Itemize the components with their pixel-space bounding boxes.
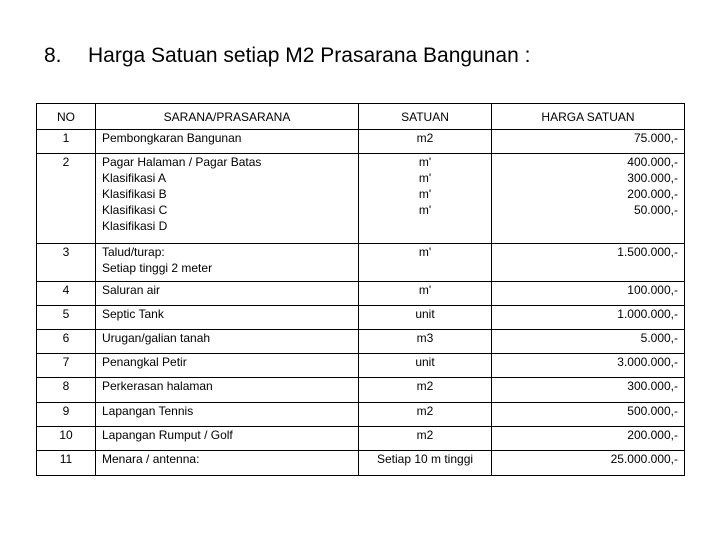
table-header-row [37, 104, 685, 130]
cell-harga [492, 378, 685, 402]
cell-no: 3 [37, 243, 96, 281]
cell-harga [492, 306, 685, 330]
table-row [37, 154, 685, 244]
table-row [37, 306, 685, 330]
cell-harga-line: 200.000,- [627, 427, 678, 442]
cell-harga-line: 1.000.000,- [617, 307, 678, 322]
cell-satuan [359, 243, 492, 281]
cell-harga-line: 1.500.000,- [617, 244, 678, 259]
table-body [37, 130, 685, 476]
cell-satuan [359, 354, 492, 378]
header-sarana: SARANA/PRASARANA [96, 104, 359, 130]
cell-no: 1 [37, 130, 96, 154]
table-row [37, 378, 685, 402]
cell-satuan [359, 130, 492, 154]
cell-harga-line: 400.000,- [627, 155, 678, 170]
cell-satuan [359, 282, 492, 306]
cell-no: 11 [37, 450, 96, 475]
cell-harga [492, 402, 685, 426]
cell-harga-line: 75.000,- [633, 131, 678, 145]
cell-sarana-line: Lapangan Rumput / Golf [102, 427, 233, 442]
cell-satuan-line: m' [418, 283, 432, 298]
cell-satuan-line: m2 [416, 427, 434, 442]
cell-satuan-line: unit [415, 355, 435, 370]
cell-sarana [96, 354, 359, 378]
cell-satuan-line: m' [418, 244, 432, 259]
cell-sarana [96, 306, 359, 330]
cell-no: 2 [37, 154, 96, 244]
cell-no: 7 [37, 354, 96, 378]
table-row [37, 330, 685, 354]
cell-no: 5 [37, 306, 96, 330]
cell-sarana-line: Menara / antenna: [102, 451, 200, 466]
cell-sarana [96, 402, 359, 426]
cell-no: 9 [37, 402, 96, 426]
cell-sarana-line: Setiap tinggi 2 meter [102, 260, 213, 275]
header-harga: HARGA SATUAN [492, 104, 685, 130]
cell-satuan-line: m' [418, 155, 432, 170]
cell-sarana [96, 426, 359, 450]
cell-harga [492, 330, 685, 354]
cell-harga [492, 354, 685, 378]
cell-harga-line: 3.000.000,- [617, 355, 678, 370]
table-row [37, 130, 685, 154]
cell-harga-line: 300.000,- [627, 379, 678, 394]
cell-harga [492, 154, 685, 244]
cell-sarana [96, 378, 359, 402]
cell-satuan-line: m' [418, 203, 432, 218]
price-table [36, 103, 685, 476]
cell-harga [492, 282, 685, 306]
cell-sarana-line: Pagar Halaman / Pagar Batas [102, 155, 262, 170]
cell-sarana [96, 130, 359, 154]
table-row [37, 402, 685, 426]
cell-satuan [359, 450, 492, 475]
cell-no: 4 [37, 282, 96, 306]
cell-sarana-line: Klasifikasi C [102, 203, 168, 218]
cell-no: 8 [37, 378, 96, 402]
table-row [37, 282, 685, 306]
cell-harga [492, 243, 685, 281]
cell-satuan-line: m3 [416, 331, 434, 346]
cell-sarana-line: Septic Tank [102, 307, 164, 322]
cell-satuan [359, 330, 492, 354]
cell-harga-line: 50.000,- [633, 203, 678, 218]
cell-no: 10 [37, 426, 96, 450]
cell-harga-line: 100.000,- [627, 283, 678, 298]
table-row [37, 243, 685, 281]
cell-satuan [359, 154, 492, 244]
cell-satuan [359, 306, 492, 330]
cell-sarana [96, 243, 359, 281]
cell-sarana [96, 282, 359, 306]
table-row [37, 426, 685, 450]
cell-satuan-line: m2 [416, 131, 434, 145]
cell-sarana-line: Pembongkaran Bangunan [102, 131, 242, 145]
heading-title: Harga Satuan setiap M2 Prasarana Bangunan : [88, 44, 531, 67]
cell-harga-line: 200.000,- [627, 187, 678, 202]
cell-satuan-line: m' [418, 171, 432, 186]
cell-satuan [359, 378, 492, 402]
cell-sarana-line: Klasifikasi A [102, 171, 167, 186]
cell-no: 6 [37, 330, 96, 354]
table-row [37, 354, 685, 378]
cell-harga-line: 300.000,- [627, 171, 678, 186]
cell-sarana-line: Urugan/galian tanah [102, 331, 211, 346]
cell-sarana-line: Perkerasan halaman [102, 379, 213, 394]
cell-harga-line: 25.000.000,- [610, 451, 678, 466]
cell-satuan-line: m' [418, 187, 432, 202]
cell-sarana [96, 450, 359, 475]
heading-number: 8. [44, 44, 62, 67]
cell-satuan-line: m2 [416, 379, 434, 394]
cell-sarana-line: Lapangan Tennis [102, 403, 194, 418]
cell-satuan [359, 426, 492, 450]
cell-harga [492, 130, 685, 154]
cell-harga [492, 450, 685, 475]
cell-satuan-line: m2 [416, 403, 434, 418]
cell-sarana-line: Klasifikasi B [102, 187, 167, 202]
page-heading [44, 44, 530, 68]
cell-satuan [359, 402, 492, 426]
table-row [37, 450, 685, 475]
cell-harga [492, 426, 685, 450]
cell-sarana-line: Saluran air [102, 283, 161, 298]
cell-sarana [96, 330, 359, 354]
cell-harga-line: 5.000,- [640, 331, 678, 346]
header-satuan: SATUAN [359, 104, 492, 130]
header-no: NO [37, 104, 96, 130]
cell-sarana-line: Talud/turap: [102, 244, 165, 259]
cell-satuan-line: Setiap 10 m tinggi [376, 451, 474, 466]
cell-sarana-line: Klasifikasi D [102, 219, 168, 234]
cell-sarana [96, 154, 359, 244]
cell-harga-line: 500.000,- [627, 403, 678, 418]
cell-sarana-line: Penangkal Petir [102, 355, 187, 370]
cell-satuan-line: unit [415, 307, 435, 322]
